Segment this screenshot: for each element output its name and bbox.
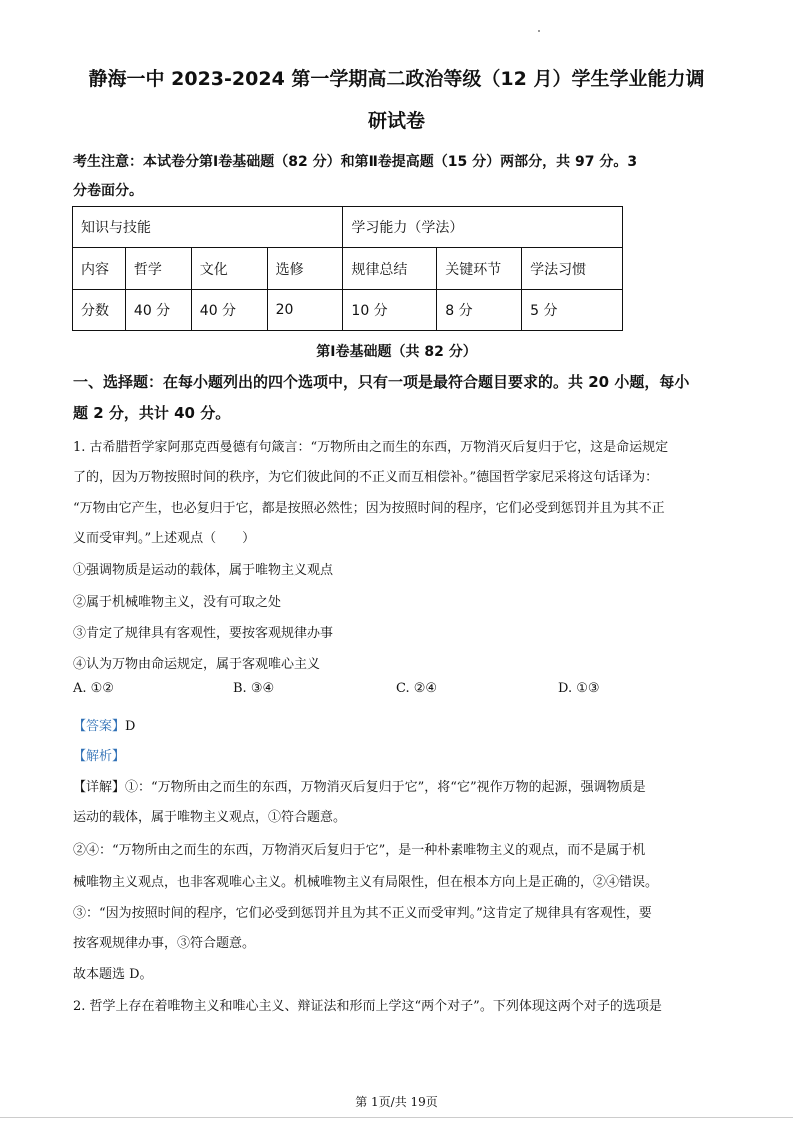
table-group-ability: 学习能力（学法） (343, 207, 623, 248)
q1-detail-line: 【详解】①：“万物所由之而生的东西，万物消灭后复归于它”，将“它”视作万物的起源，强调物质是 (73, 780, 646, 795)
table-score-cell: 20 (267, 290, 343, 331)
section-title: 第Ⅰ卷基础题（共 82 分） (316, 344, 477, 360)
answer-label: 【答案】 (73, 719, 126, 734)
q1-detail-line: 械唯物主义观点，也非客观唯心主义。机械唯物主义有局限性，但在根本方向上是正确的，②④错误。 (73, 875, 659, 890)
table-score-cell: 40 分 (125, 290, 191, 331)
q1-analysis-label: 【解析】 (73, 749, 126, 764)
q1-option-b: B. ③④ (233, 681, 275, 696)
notice-line-1: 考生注意：本试卷分第Ⅰ卷基础题（82 分）和第Ⅱ卷提高题（15 分）两部分，共 97 分。3 (73, 154, 638, 170)
table-row (73, 290, 623, 331)
q1-answer (73, 715, 135, 734)
q1-option-c: C. ②④ (396, 681, 438, 696)
table-score-cell: 40 分 (191, 290, 267, 331)
q1-detail-line: ②④：“万物所由之而生的东西，万物消灭后复归于它”，是一种朴素唯物主义的观点，而不是属于机 (73, 843, 646, 858)
q1-detail-line: 运动的载体，属于唯物主义观点，①符合题意。 (73, 810, 347, 825)
table-header-cell: 规律总结 (343, 248, 437, 290)
q1-option-a: A. ①② (73, 681, 114, 696)
table-row (73, 207, 623, 248)
part-heading-line-2: 题 2 分，共计 40 分。 (73, 404, 231, 422)
table-header-cell: 选修 (267, 248, 343, 290)
q1-stem-line: 1. 古希腊哲学家阿那克西曼德有句箴言：“万物所由之而生的东西，万物消灭后复归于它，这是命运规定 (73, 440, 669, 455)
answer-value: D (125, 719, 136, 734)
q1-option-d: D. ①③ (558, 681, 600, 696)
part-heading-line-1: 一、选择题：在每小题列出的四个选项中，只有一项是最符合题目要求的。共 20 小题，每小 (73, 373, 690, 391)
table-group-knowledge: 知识与技能 (73, 207, 343, 248)
table-header-cell: 哲学 (125, 248, 191, 290)
exam-title-line-1: 静海一中 2023-2024 第一学期高二政治等级（12 月）学生学业能力调 (88, 68, 705, 90)
q1-statement: ②属于机械唯物主义，没有可取之处 (73, 595, 282, 610)
q1-statement: ①强调物质是运动的载体，属于唯物主义观点 (73, 563, 334, 578)
table-header-cell: 学法习惯 (522, 248, 623, 290)
notice-line-2: 分卷面分。 (73, 183, 143, 199)
q1-detail-line: ③：“因为按照时间的程序，它们必受到惩罚并且为其不正义而受审判。”这肯定了规律具有客观性，要 (73, 906, 652, 921)
q1-statement: ④认为万物由命运规定，属于客观唯心主义 (73, 657, 321, 672)
table-row (73, 248, 623, 290)
q1-stem-line: 义而受审判。”上述观点（ ） (73, 531, 256, 546)
table-score-cell: 5 分 (522, 290, 623, 331)
page-dot (538, 30, 540, 32)
table-score-cell: 10 分 (343, 290, 437, 331)
q1-detail-line: 按客观规律办事，③符合题意。 (73, 936, 256, 951)
table-score-cell: 8 分 (437, 290, 522, 331)
exam-title-line-2: 研试卷 (367, 110, 425, 132)
table-header-cell: 内容 (73, 248, 126, 290)
q2-stem-line: 2. 哲学上存在着唯物主义和唯心主义、辩证法和形而上学这“两个对子”。下列体现这两个对子的选项是 (73, 999, 662, 1014)
table-header-cell: 关键环节 (437, 248, 522, 290)
table-score-cell: 分数 (73, 290, 126, 331)
q1-stem-line: 了的，因为万物按照时间的秩序，为它们彼此间的不正义而互相偿补。”德国哲学家尼采将这句话译为： (73, 470, 659, 485)
page-footer: 第 1页/共 19页 (355, 1095, 438, 1109)
score-table (72, 206, 623, 331)
q1-statement: ③肯定了规律具有客观性，要按客观规律办事 (73, 626, 334, 641)
q1-detail-line: 故本题选 D。 (73, 967, 153, 982)
q1-stem-line: “万物由它产生，也必复归于它，都是按照必然性；因为按照时间的程序，它们必受到惩罚并且为其不正 (73, 501, 665, 516)
table-header-cell: 文化 (191, 248, 267, 290)
footer-divider (0, 1117, 793, 1118)
